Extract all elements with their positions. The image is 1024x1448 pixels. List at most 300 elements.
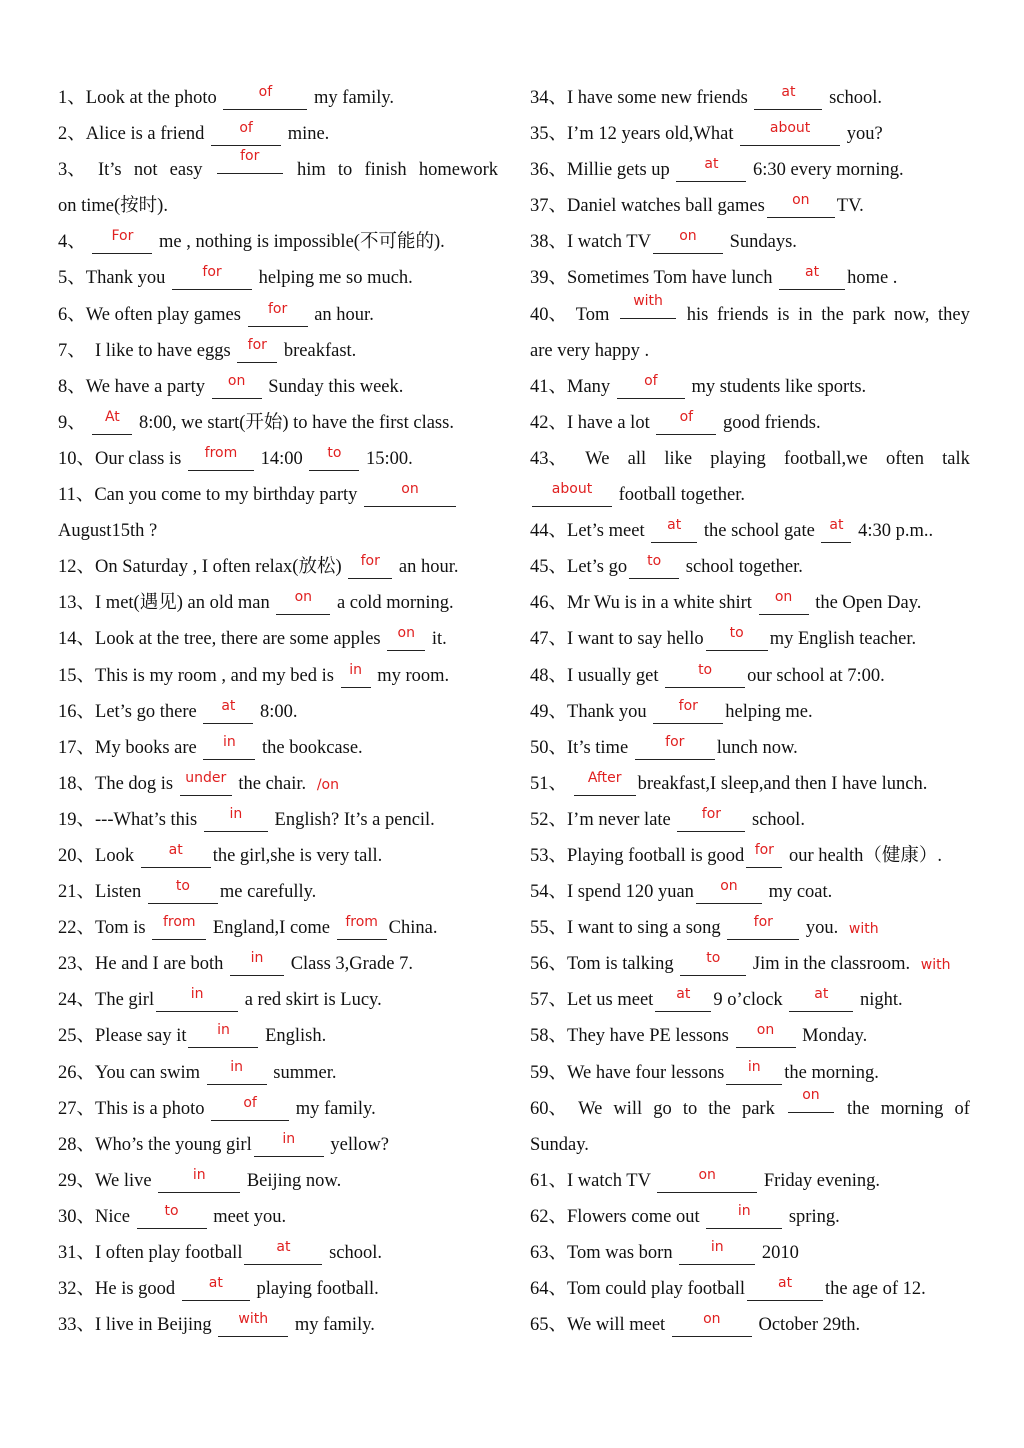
answer-text: on	[401, 481, 419, 498]
question-58	[530, 1018, 970, 1054]
question-word: easy	[169, 160, 203, 181]
question-text: my students like sports.	[686, 376, 867, 397]
alternate-answer: with	[920, 957, 951, 974]
answer-blank[interactable]	[211, 1094, 289, 1121]
question-27	[58, 1091, 498, 1127]
question-text: This is my room , and my bed is	[95, 665, 339, 686]
answer-text: in	[222, 733, 236, 750]
question-text: TV.	[836, 196, 864, 217]
question-text: on time(按时).	[58, 196, 168, 217]
answer-text: After	[587, 769, 622, 786]
answer-text: for	[360, 553, 380, 570]
question-63	[530, 1235, 970, 1271]
answer-blank[interactable]	[152, 914, 206, 940]
question-text: Tom is talking	[567, 954, 679, 975]
question-number: 15、	[58, 665, 96, 686]
question-number: 13、	[58, 593, 96, 614]
answer-blank[interactable]	[254, 1130, 324, 1157]
question-number: 55、	[530, 918, 568, 939]
answer-blank[interactable]	[680, 950, 746, 976]
question-number: 57、	[530, 990, 568, 1011]
answer-text: on	[792, 192, 810, 209]
question-text: a cold morning.	[332, 593, 454, 614]
question-number: 23、	[58, 954, 96, 975]
question-text: I want to say hello	[567, 629, 704, 650]
question-26	[58, 1055, 498, 1091]
answer-blank[interactable]	[309, 444, 359, 471]
question-text: breakfast,I sleep,and then I have lunch.	[637, 773, 928, 794]
answer-blank[interactable]	[137, 1202, 207, 1229]
question-text: an hour.	[394, 557, 459, 578]
question-number: 10、	[58, 448, 96, 469]
answer-text: For	[111, 228, 134, 245]
question-35	[530, 116, 970, 152]
question-17	[58, 730, 498, 766]
question-word: the	[821, 304, 844, 325]
question-text: my room.	[372, 665, 450, 686]
question-text: meet you.	[208, 1206, 287, 1227]
question-word: talk	[942, 448, 970, 469]
answer-text: on	[756, 1022, 775, 1039]
answer-text: for	[202, 264, 222, 281]
answer-blank[interactable]	[188, 444, 254, 471]
question-38	[530, 224, 970, 260]
answer-blank[interactable]	[767, 192, 835, 218]
question-text: Many	[567, 376, 615, 397]
answer-blank[interactable]	[92, 228, 152, 254]
question-text: 4:30 p.m..	[853, 521, 934, 542]
question-number: 36、	[530, 160, 568, 181]
question-9	[58, 405, 498, 441]
question-12	[58, 549, 498, 585]
question-29	[58, 1163, 498, 1199]
question-text: 14:00	[255, 448, 308, 469]
answer-blank[interactable]	[789, 986, 853, 1012]
question-text: my family.	[309, 88, 395, 108]
question-text: Let us meet	[567, 990, 654, 1011]
question-number: 14、	[58, 629, 96, 650]
answer-blank[interactable]	[657, 1166, 757, 1193]
question-3	[58, 148, 498, 188]
question-word: go	[653, 1098, 672, 1119]
question-30	[58, 1199, 498, 1235]
question-word: his	[686, 304, 709, 325]
right-column	[530, 80, 970, 1343]
answer-blank[interactable]	[92, 408, 132, 435]
answer-blank[interactable]	[188, 1022, 258, 1048]
question-text: are very happy .	[530, 340, 650, 361]
question-text: The dog is	[95, 773, 178, 794]
question-text: Nice	[95, 1206, 135, 1227]
question-number: 48、	[530, 665, 568, 686]
answer-blank[interactable]	[759, 589, 809, 615]
answer-text: for	[665, 733, 685, 750]
question-text: I want to sing a song	[567, 918, 726, 939]
answer-blank[interactable]	[203, 697, 253, 724]
question-text: my family.	[290, 1315, 375, 1336]
question-25	[58, 1018, 498, 1054]
answer-text: at	[208, 1275, 223, 1292]
question-text: summer.	[268, 1062, 337, 1083]
question-text: 2010	[757, 1243, 799, 1263]
question-18	[58, 766, 498, 802]
question-number: 3、	[58, 160, 86, 181]
question-37	[530, 188, 970, 224]
question-text: night.	[855, 990, 903, 1011]
question-text: breakfast.	[279, 340, 357, 361]
question-text: it.	[427, 629, 447, 650]
question-text: good friends.	[718, 412, 821, 433]
answer-text: to	[647, 553, 662, 570]
answer-blank[interactable]	[158, 1166, 240, 1193]
question-word: to	[682, 1098, 698, 1119]
answer-blank[interactable]	[706, 1202, 782, 1229]
question-61	[530, 1163, 970, 1199]
question-text: I’m never late	[567, 809, 676, 830]
question-text: 9 o’clock	[713, 990, 788, 1011]
question-64	[530, 1271, 970, 1307]
answer-text: of	[644, 372, 658, 389]
answer-text: on	[720, 878, 738, 895]
answer-blank[interactable]	[679, 1239, 755, 1265]
answer-text: at	[781, 84, 796, 100]
question-text: helping me so much.	[254, 268, 413, 289]
question-text: It’s time	[567, 737, 633, 758]
answer-blank[interactable]	[211, 120, 281, 146]
answer-text: to	[164, 1202, 179, 1219]
question-39	[530, 260, 970, 296]
answer-text: of	[239, 120, 253, 137]
question-word: in	[798, 304, 813, 325]
question-number: 60、	[530, 1098, 568, 1119]
answer-blank[interactable]	[276, 589, 330, 615]
question-word: is	[777, 304, 790, 325]
answer-text: in	[190, 986, 204, 1003]
question-text: Sunday.	[530, 1134, 589, 1155]
question-word: the	[708, 1098, 731, 1119]
answer-text: At	[104, 408, 120, 425]
question-word: to	[337, 160, 353, 181]
question-text: Sunday this week.	[263, 376, 404, 397]
question-text: 15:00.	[361, 448, 413, 469]
answer-text: at	[276, 1239, 291, 1255]
answer-blank[interactable]	[653, 228, 723, 254]
question-number: 45、	[530, 557, 568, 578]
answer-text: at	[676, 986, 691, 1003]
answer-blank[interactable]	[207, 1058, 267, 1085]
question-number: 6、	[58, 304, 86, 325]
answer-text: in	[217, 1022, 230, 1039]
answer-blank[interactable]	[217, 148, 283, 174]
question-number: 62、	[530, 1206, 568, 1227]
question-number: 44、	[530, 521, 568, 542]
answer-blank[interactable]	[212, 372, 262, 399]
question-text: Look at the photo	[85, 88, 222, 108]
answer-text: to	[706, 950, 721, 967]
answer-text: from	[162, 914, 196, 931]
answer-text: in	[282, 1130, 296, 1147]
answer-blank[interactable]	[672, 1311, 752, 1337]
question-5	[58, 260, 498, 296]
answer-blank[interactable]	[677, 805, 745, 832]
answer-blank[interactable]	[620, 292, 676, 319]
answer-blank[interactable]	[617, 372, 685, 399]
question-text: The girl	[95, 990, 155, 1011]
question-65	[530, 1307, 970, 1343]
question-text: my coat.	[763, 882, 833, 903]
question-text: school.	[824, 88, 883, 108]
answer-text: for	[753, 914, 773, 931]
answer-blank[interactable]	[182, 1275, 250, 1301]
question-33	[58, 1307, 498, 1343]
question-text: the morning.	[784, 1062, 879, 1083]
question-text: 6:30 every morning.	[748, 160, 904, 181]
answer-text: at	[805, 264, 820, 281]
question-number: 22、	[58, 918, 96, 939]
question-word: playing	[710, 448, 766, 469]
question-text: Let’s go	[567, 557, 628, 578]
question-21	[58, 874, 498, 910]
question-text: Monday.	[797, 1026, 868, 1047]
question-text: Tom could play football	[567, 1279, 746, 1300]
question-text: Class 3,Grade 7.	[286, 954, 413, 975]
question-14	[58, 621, 498, 657]
answer-blank[interactable]	[574, 769, 636, 796]
question-16	[58, 694, 498, 730]
question-51	[530, 766, 970, 802]
answer-text: to	[175, 878, 190, 895]
question-text: I have some new friends	[567, 88, 753, 108]
question-word: not	[133, 160, 158, 181]
question-41	[530, 369, 970, 405]
answer-blank[interactable]	[244, 1239, 322, 1265]
question-number: 56、	[530, 954, 568, 975]
answer-text: at	[778, 1275, 793, 1292]
question-word: homework	[418, 160, 498, 181]
answer-blank[interactable]	[223, 84, 307, 110]
question-continuation	[530, 333, 970, 369]
question-number: 31、	[58, 1243, 96, 1263]
question-43	[530, 441, 970, 477]
question-text: Flowers come out	[567, 1206, 705, 1227]
answer-text: on	[703, 1311, 721, 1328]
answer-blank[interactable]	[653, 697, 723, 724]
question-text: my English teacher.	[769, 629, 917, 650]
question-2	[58, 116, 498, 152]
answer-blank[interactable]	[779, 264, 845, 290]
question-word: We	[578, 1098, 603, 1119]
question-text: Playing football is good	[567, 845, 745, 866]
question-45	[530, 549, 970, 585]
question-59	[530, 1055, 970, 1091]
answer-blank[interactable]	[348, 553, 392, 579]
question-word: friends	[717, 304, 769, 325]
answer-blank[interactable]	[665, 661, 745, 688]
question-text: Thank you	[567, 701, 652, 722]
question-word: they	[938, 304, 970, 325]
answer-text: of	[243, 1094, 257, 1111]
answer-blank[interactable]	[726, 1058, 782, 1085]
question-1	[58, 80, 498, 116]
question-49	[530, 694, 970, 730]
answer-blank[interactable]	[821, 517, 851, 543]
question-number: 58、	[530, 1026, 568, 1047]
answer-blank[interactable]	[747, 1275, 823, 1301]
question-text: spring.	[784, 1206, 840, 1227]
answer-text: in	[192, 1166, 206, 1183]
answer-blank[interactable]	[248, 300, 308, 327]
left-column	[58, 80, 498, 1343]
question-text: school.	[324, 1243, 383, 1263]
question-number: 42、	[530, 412, 568, 433]
question-number: 65、	[530, 1315, 568, 1336]
answer-text: on	[774, 589, 793, 606]
question-number: 39、	[530, 268, 568, 289]
question-text: Alice is a friend	[85, 124, 210, 145]
alternate-answer: /on	[316, 776, 339, 793]
question-number: 46、	[530, 593, 568, 614]
answer-blank[interactable]	[706, 625, 768, 651]
question-number: 34、	[530, 88, 568, 108]
answer-blank[interactable]	[635, 733, 715, 760]
question-text: playing football.	[251, 1279, 379, 1300]
answer-blank[interactable]	[141, 841, 211, 868]
answer-blank[interactable]	[736, 1022, 796, 1048]
question-22	[58, 910, 498, 946]
question-text: our health（健康）.	[784, 845, 943, 866]
answer-text: for	[701, 805, 722, 822]
answer-blank[interactable]	[364, 481, 456, 507]
question-text: Sundays.	[724, 232, 797, 253]
question-53	[530, 838, 970, 874]
question-text: yellow?	[325, 1134, 389, 1155]
question-number: 52、	[530, 809, 568, 830]
answer-blank[interactable]	[337, 914, 387, 940]
answer-blank[interactable]	[218, 1311, 288, 1337]
question-number: 40、	[530, 304, 568, 325]
question-text: football together.	[614, 485, 746, 506]
question-number: 61、	[530, 1170, 568, 1191]
answer-blank[interactable]	[237, 336, 277, 363]
answer-blank[interactable]	[655, 986, 711, 1012]
question-number: 33、	[58, 1315, 96, 1336]
answer-blank[interactable]	[727, 914, 799, 940]
answer-text: about	[551, 481, 593, 498]
question-text: I like to have eggs	[85, 340, 236, 361]
question-text: the chair.	[233, 773, 311, 794]
answer-blank[interactable]	[341, 661, 371, 688]
answer-blank[interactable]	[676, 156, 746, 182]
question-55	[530, 910, 970, 946]
answer-blank[interactable]	[204, 805, 268, 832]
answer-blank[interactable]	[754, 84, 822, 110]
question-number: 2、	[58, 124, 86, 145]
answer-blank[interactable]	[156, 986, 238, 1012]
question-word: will	[613, 1098, 643, 1119]
answer-blank[interactable]	[148, 878, 218, 904]
question-number: 5、	[58, 268, 86, 289]
question-number: 21、	[58, 882, 96, 903]
question-number: 30、	[58, 1206, 96, 1227]
question-20	[58, 838, 498, 874]
question-number: 37、	[530, 196, 568, 217]
answer-blank[interactable]	[629, 553, 679, 579]
answer-blank[interactable]	[203, 733, 255, 760]
answer-text: in	[747, 1058, 761, 1075]
answer-text: to	[327, 444, 342, 461]
question-text: Let’s go there	[95, 701, 202, 722]
answer-text: on	[294, 589, 313, 606]
answer-text: at	[814, 986, 829, 1003]
answer-text: from	[345, 914, 378, 931]
question-number: 49、	[530, 701, 568, 722]
question-text: He and I are both	[95, 954, 229, 975]
question-40	[530, 292, 970, 333]
question-number: 64、	[530, 1279, 568, 1300]
answer-text: for	[678, 697, 698, 714]
question-number: 20、	[58, 845, 96, 866]
question-text: We will meet	[567, 1315, 670, 1336]
answer-blank[interactable]	[532, 481, 612, 507]
question-text: Look	[95, 845, 139, 866]
question-19	[58, 802, 498, 838]
question-text	[86, 413, 91, 433]
question-text: I spend 120 yuan	[567, 882, 694, 903]
answer-blank[interactable]	[172, 264, 252, 290]
alternate-answer: with	[848, 921, 879, 938]
question-44	[530, 513, 970, 549]
answer-blank[interactable]	[746, 841, 782, 868]
question-number: 1、	[58, 88, 86, 108]
question-text	[567, 774, 572, 794]
answer-blank[interactable]	[651, 517, 697, 543]
answer-blank[interactable]	[230, 950, 284, 976]
question-text: I met(遇见) an old man	[95, 593, 275, 614]
question-text: home .	[847, 268, 898, 289]
answer-blank[interactable]	[740, 120, 840, 146]
answer-blank[interactable]	[180, 769, 232, 796]
question-number: 24、	[58, 990, 96, 1011]
question-number: 41、	[530, 376, 568, 397]
question-text: Millie gets up	[567, 160, 675, 181]
answer-blank[interactable]	[696, 878, 762, 904]
question-text: Sometimes Tom have lunch	[567, 268, 778, 289]
question-56	[530, 946, 970, 982]
question-word: finish	[364, 160, 407, 181]
question-text: the age of 12.	[825, 1279, 926, 1300]
question-number: 32、	[58, 1279, 96, 1300]
answer-blank[interactable]	[387, 625, 425, 651]
question-text: This is a photo	[95, 1098, 210, 1119]
question-word: all	[627, 448, 647, 469]
answer-text: on	[679, 228, 697, 245]
answer-text: for	[240, 148, 260, 165]
question-number: 26、	[58, 1062, 96, 1083]
question-57	[530, 982, 970, 1018]
answer-text: of	[679, 408, 694, 425]
answer-text: on	[802, 1086, 820, 1103]
question-24	[58, 982, 498, 1018]
answer-blank[interactable]	[788, 1086, 834, 1113]
question-31	[58, 1235, 498, 1271]
question-number: 28、	[58, 1134, 96, 1155]
question-text: me carefully.	[219, 882, 317, 903]
answer-text: at	[221, 697, 236, 714]
answer-text: on	[227, 372, 246, 389]
question-text: Jim in the classroom.	[748, 954, 915, 975]
answer-text: at	[704, 156, 719, 173]
answer-blank[interactable]	[656, 408, 716, 435]
